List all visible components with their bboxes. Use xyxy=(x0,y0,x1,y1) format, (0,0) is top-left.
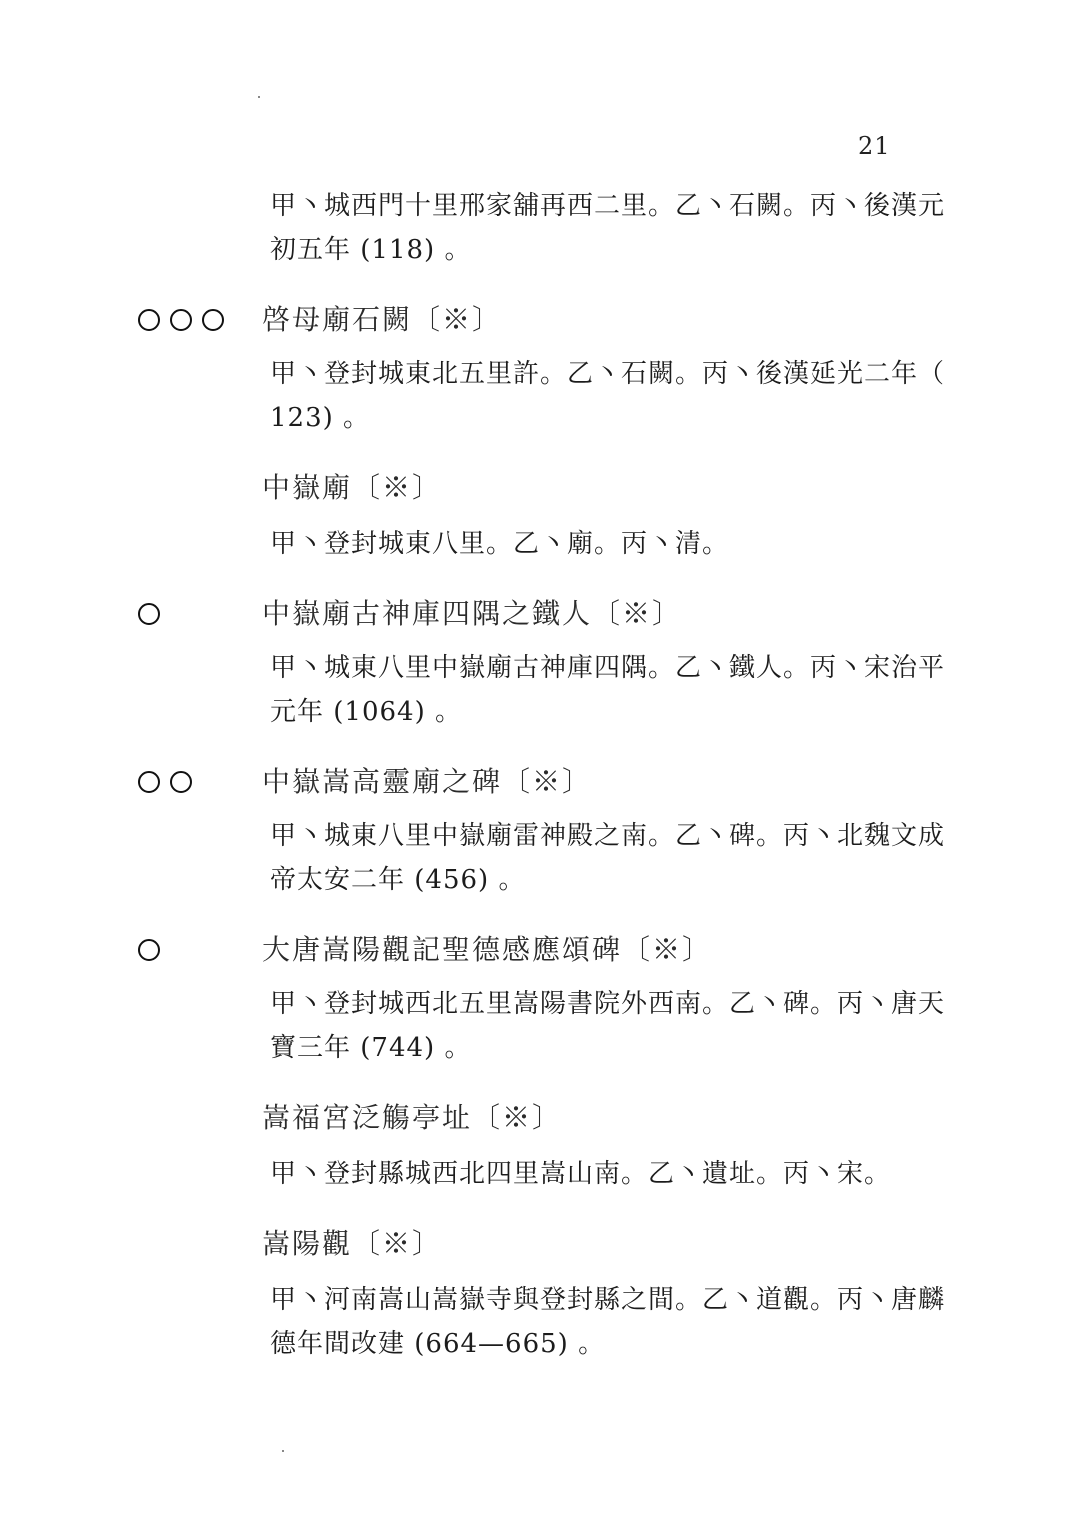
description-line: 甲丶河南嵩山嵩嶽寺與登封縣之間。乙丶道觀。丙丶唐麟 xyxy=(270,1285,946,1315)
circle-mark-icon xyxy=(138,309,160,331)
entry-description xyxy=(270,982,950,1070)
rating-marks xyxy=(138,762,202,802)
entry-description xyxy=(270,1152,950,1196)
description-line: 123) 。 xyxy=(270,403,371,433)
description-line: 甲丶登封城東北五里許。乙丶石闕。丙丶後漢延光二年（ xyxy=(270,359,946,389)
entry-title: 嵩福宮泛觴亭址〔※〕 xyxy=(262,1101,563,1134)
entry-title: 中嶽嵩高靈廟之碑〔※〕 xyxy=(262,765,593,798)
entry-description xyxy=(270,814,950,902)
rating-marks xyxy=(138,594,170,634)
entry-title: 大唐嵩陽觀記聖德感應頌碑〔※〕 xyxy=(262,933,713,966)
entry-title: 中嶽廟古神庫四隅之鐵人〔※〕 xyxy=(262,597,683,630)
entry-title: 嵩陽觀〔※〕 xyxy=(262,1227,443,1260)
circle-mark-icon xyxy=(138,603,160,625)
scan-speck xyxy=(258,96,260,98)
entry-title: 啓母廟石闕〔※〕 xyxy=(262,303,503,336)
circle-mark-icon xyxy=(138,939,160,961)
description-line: 初五年 (118) 。 xyxy=(270,235,472,265)
description-line: 帝太安二年 (456) 。 xyxy=(270,865,526,895)
circle-mark-icon xyxy=(170,309,192,331)
circle-mark-icon xyxy=(138,771,160,793)
circle-mark-icon xyxy=(202,309,224,331)
entry-description xyxy=(270,1278,950,1366)
description-line: 甲丶登封城東八里。乙丶廟。丙丶清。 xyxy=(270,529,730,559)
circle-mark-icon xyxy=(170,771,192,793)
rating-marks xyxy=(138,300,234,340)
page-number: 21 xyxy=(858,132,891,160)
description-line: 寶三年 (744) 。 xyxy=(270,1033,472,1063)
scan-speck xyxy=(282,1450,284,1452)
entry-description xyxy=(270,184,950,272)
description-line: 德年間改建 (664—665) 。 xyxy=(270,1329,606,1359)
rating-marks xyxy=(138,930,170,970)
description-line: 甲丶城東八里中嶽廟雷神殿之南。乙丶碑。丙丶北魏文成 xyxy=(270,821,946,851)
entry-description xyxy=(270,352,950,440)
description-line: 甲丶城東八里中嶽廟古神庫四隅。乙丶鐵人。丙丶宋治平 xyxy=(270,653,946,683)
description-line: 甲丶登封縣城西北四里嵩山南。乙丶遺址。丙丶宋。 xyxy=(270,1159,892,1189)
description-line: 甲丶城西門十里邢家舖再西二里。乙丶石闕。丙丶後漢元 xyxy=(270,191,946,221)
entry-title: 中嶽廟〔※〕 xyxy=(262,471,443,504)
description-line: 元年 (1064) 。 xyxy=(270,697,462,727)
entry-description xyxy=(270,646,950,734)
entry-description xyxy=(270,522,950,566)
description-line: 甲丶登封城西北五里嵩陽書院外西南。乙丶碑。丙丶唐天 xyxy=(270,989,946,1019)
